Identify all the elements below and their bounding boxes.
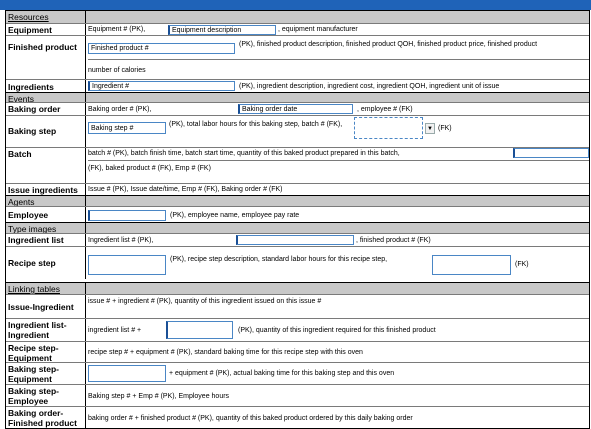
row-label: Ingredient list-Ingredient: [6, 319, 86, 342]
issue-ingredient-text: issue # + ingredient # (PK), quantity of this ingredient issued on this issue #: [88, 298, 322, 305]
row-label: Ingredient list: [6, 234, 86, 247]
row-label: Baking step-Equipment: [6, 363, 86, 385]
row-baking-step-equipment: [6, 362, 589, 385]
row-baking-order: [6, 102, 589, 116]
row-recipe-step: [6, 246, 589, 279]
ingredient-list-ingredient-field[interactable]: [166, 321, 233, 339]
row-label: Batch: [6, 148, 86, 184]
baking-order-suffix: , employee # (FK): [357, 106, 413, 113]
finished-product-attributes: (PK), finished product description, finished product QOH, finished product price, finished product: [239, 41, 538, 48]
row-label: Issue-Ingredient: [6, 295, 86, 319]
row-label: Recipe step: [6, 247, 86, 279]
ingredients-attributes: (PK), ingredient description, ingredient cost, ingredient QOH, ingredient unit of issue: [239, 83, 500, 90]
row-label: Ingredients: [6, 80, 86, 93]
row-label: Equipment: [6, 24, 86, 36]
schema-table: [5, 10, 590, 429]
baking-step-equipment-attributes: + equipment # (PK), actual baking time for this baking step and this oven: [169, 370, 395, 377]
ingredient-list-ingredient-attributes: (PK), quantity of this ingredient required for this finished product: [238, 327, 436, 334]
employee-attributes: (PK), employee name, employee pay rate: [170, 212, 300, 219]
row-label: Employee: [6, 207, 86, 223]
baking-step-dropdown[interactable]: [354, 117, 423, 139]
row-label: Recipe step-Equipment: [6, 342, 86, 363]
section-label: Linking tables: [6, 283, 86, 295]
batch-field[interactable]: [513, 148, 589, 158]
dropdown-arrow-icon[interactable]: ▼: [425, 123, 435, 134]
baking-step-suffix: (FK): [438, 125, 452, 132]
row-batch: [6, 147, 589, 184]
baking-step-employee-text: Baking step # + Emp # (PK), Employee hours: [88, 393, 230, 400]
document-header-bar: [0, 0, 591, 10]
finished-product-line2: number of calories: [88, 67, 146, 74]
row-label: Finished product: [6, 36, 86, 80]
row-label: Baking order: [6, 103, 86, 116]
row-ingredients: [6, 79, 589, 93]
baking-step-field[interactable]: Baking step #: [88, 122, 166, 134]
equipment-prefix: Equipment # (PK),: [88, 26, 146, 33]
recipe-step-fk-field[interactable]: [432, 255, 511, 275]
ingredient-list-suffix: , finished product # (FK): [356, 237, 431, 244]
row-baking-order-finished-product: [6, 406, 589, 429]
row-baking-step-employee: [6, 384, 589, 407]
finished-product-field[interactable]: Finished product #: [88, 43, 235, 54]
row-label: Issue ingredients: [6, 184, 86, 196]
ingredient-list-prefix: Ingredient list # (PK),: [88, 237, 154, 244]
ingredient-list-field[interactable]: [236, 235, 354, 245]
batch-line1: batch # (PK), batch finish time, batch start time, quantity of this baked product prepared in this batch,: [88, 150, 400, 157]
row-baking-step: [6, 115, 589, 148]
row-label: Baking order-Finished product: [6, 407, 86, 429]
section-label: Type images: [6, 223, 86, 234]
row-ingredient-list: [6, 233, 589, 247]
row-label: Baking step-Employee: [6, 385, 86, 407]
ingredient-field[interactable]: Ingredient #: [88, 81, 235, 91]
row-ingredient-list-ingredient: [6, 318, 589, 342]
section-label: Resources: [6, 11, 86, 23]
ingredient-list-ingredient-prefix: ingredient list # +: [88, 327, 142, 334]
section-resources: [6, 11, 589, 23]
section-label: Events: [6, 93, 86, 103]
recipe-step-attributes: (PK), recipe step description, standard labor hours for this recipe step,: [170, 256, 388, 263]
baking-order-date-field[interactable]: Baking order date: [238, 104, 353, 114]
equipment-suffix: , equipment manufacturer: [278, 26, 358, 33]
equipment-description-field[interactable]: Equipment description: [168, 25, 276, 35]
recipe-step-suffix: (FK): [515, 261, 529, 268]
recipe-step-field[interactable]: [88, 255, 166, 275]
row-label: Baking step: [6, 116, 86, 148]
recipe-step-equipment-text: recipe step # + equipment # (PK), standard baking time for this recipe step with this oven: [88, 349, 363, 356]
employee-field[interactable]: [88, 210, 166, 221]
row-finished-product: [6, 35, 589, 80]
baking-step-attributes: (PK), total labor hours for this baking step, batch # (FK),: [169, 121, 343, 128]
baking-order-finished-text: baking order # + finished product # (PK), quantity of this baked product ordered by this daily baking order: [88, 415, 413, 422]
issue-ingredients-text: Issue # (PK), Issue date/time, Emp # (FK), Baking order # (FK): [88, 186, 283, 193]
batch-line2: (FK), baked product # (FK), Emp # (FK): [88, 165, 211, 172]
baking-order-prefix: Baking order # (PK),: [88, 106, 152, 113]
row-employee: [6, 206, 589, 223]
baking-step-equipment-field[interactable]: [88, 365, 166, 382]
row-recipe-step-equipment: [6, 341, 589, 363]
row-issue-ingredient: [6, 294, 589, 319]
section-label: Agents: [6, 196, 86, 207]
